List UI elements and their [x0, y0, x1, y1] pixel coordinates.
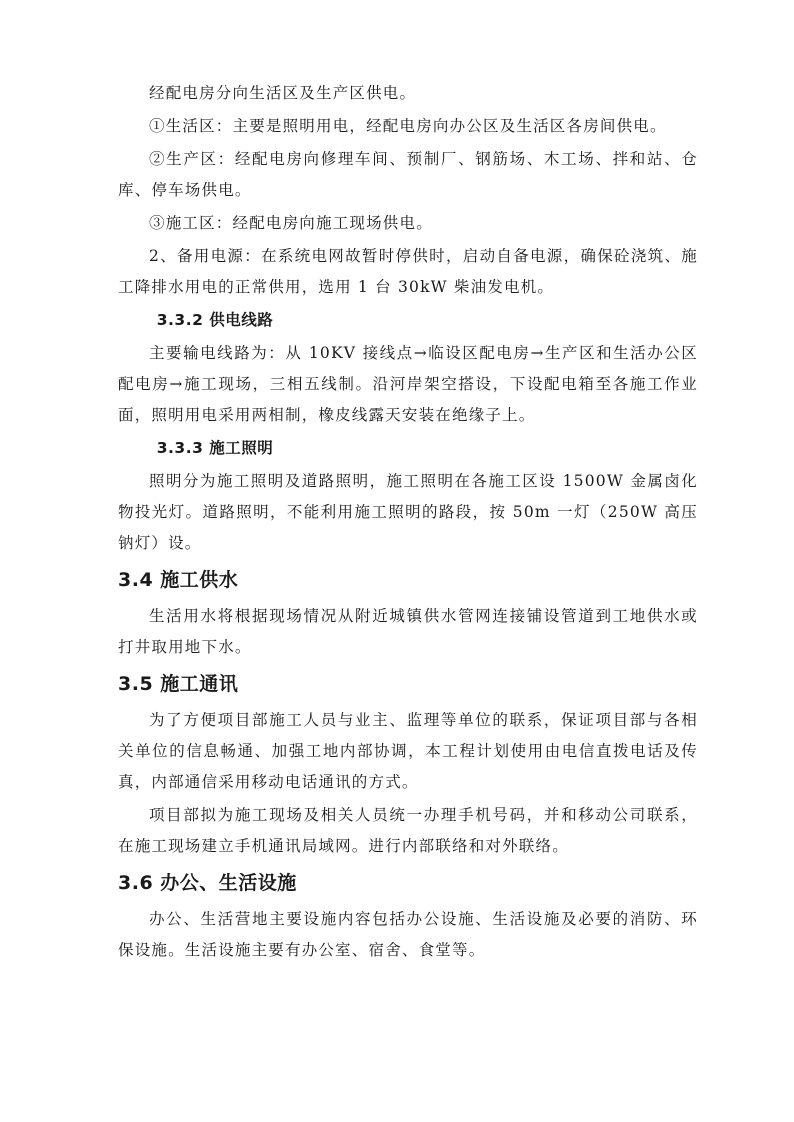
subsection-heading: 3.3.2 供电线路: [156, 311, 274, 329]
paragraph: 生活用水将根据现场情况从附近城镇供水管网连接铺设管道到工地供水或打井取用地下水。: [118, 607, 698, 656]
section-heading: 3.5 施工通讯: [118, 673, 239, 695]
section-heading: 3.4 施工供水: [118, 569, 239, 591]
paragraph: 经配电房分向生活区及生产区供电。: [149, 84, 417, 102]
paragraph: ②生产区：经配电房向修理车间、预制厂、钢筋场、木工场、拌和站、仓库、停车场供电。: [118, 150, 698, 199]
paragraph: ③施工区：经配电房向施工现场供电。: [149, 214, 433, 232]
paragraph: 为了方便项目部施工人员与业主、监理等单位的联系，保证项目部与各相关单位的信息畅通、加强工地内部协调，本工程计划使用由电信直拨电话及传真，内部通信采用移动电话通讯的方式。: [118, 711, 698, 791]
subsection-heading: 3.3.3 施工照明: [156, 439, 274, 457]
paragraph: 办公、生活营地主要设施内容包括办公设施、生活设施及必要的消防、环保设施。生活设施主要有办公室、宿舍、食堂等。: [118, 910, 698, 959]
paragraph: 主要输电线路为：从 10KV 接线点→临设区配电房→生产区和生活办公区配电房→施工现场，三相五线制。沿河岸架空搭设，下设配电箱至各施工作业面，照明用电采用两相制，橡皮线露天安装在绝缘子上。: [118, 344, 698, 424]
paragraph: 2、备用电源：在系统电网故暂时停供时，启动自备电源，确保砼浇筑、施工降排水用电的正常供用，选用 1 台 30kW 柴油发电机。: [118, 247, 698, 296]
paragraph: ①生活区：主要是照明用电，经配电房向办公区及生活区各房间供电。: [149, 117, 667, 135]
paragraph: 照明分为施工照明及道路照明，施工照明在各施工区设 1500W 金属卤化物投光灯。道路照明，不能利用施工照明的路段，按 50m 一灯（250W 高压钠灯）设。: [118, 472, 698, 552]
paragraph: 项目部拟为施工现场及相关人员统一办理手机号码，并和移动公司联系，在施工现场建立手机通讯局域网。进行内部联络和对外联络。: [118, 806, 698, 855]
section-heading: 3.6 办公、生活设施: [118, 872, 297, 894]
